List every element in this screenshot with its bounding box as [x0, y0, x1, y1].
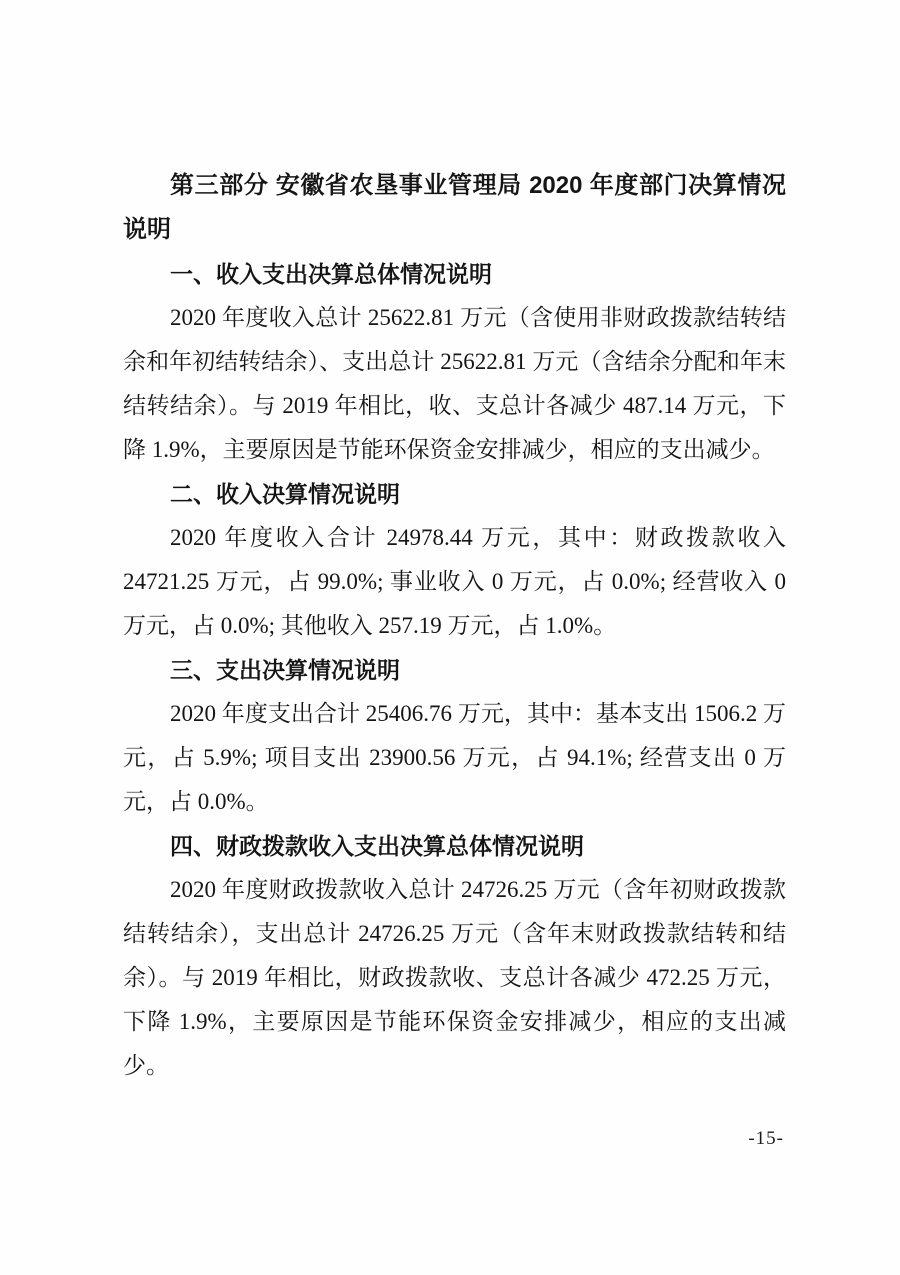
document-title: 第三部分 安徽省农垦事业管理局 2020 年度部门决算情况说明: [123, 172, 786, 243]
section-heading-income-expenditure-overview: 一、收入支出决算总体情况说明: [170, 261, 492, 287]
document-body: [123, 164, 786, 1088]
section-heading-expenditure-details: 三、支出决算情况说明: [170, 657, 400, 683]
page-number: -15-: [748, 1128, 784, 1149]
section-heading-fiscal-appropriation-overview: 四、财政拨款收入支出决算总体情况说明: [170, 833, 584, 859]
paragraph-expenditure-details: 2020 年度支出合计 25406.76 万元，其中：基本支出 1506.2 万元，占 5.9%; 项目支出 23900.56 万元，占 94.1%; 经营支出 0 万元，占 0.0%。: [123, 701, 786, 814]
paragraph-income-expenditure-overview: 2020 年度收入总计 25622.81 万元（含使用非财政拨款结转结余和年初结转结余）、支出总计 25622.81 万元（含结余分配和年末结转结余）。与 2019 年相比，收、支总计各减少 487.14 万元，下降 1.9%，主要原因是节能环保资金安排减少，相应的支出减少。: [123, 305, 786, 462]
paragraph-income-details: 2020 年度收入合计 24978.44 万元，其中：财政拨款收入 24721.25 万元，占 99.0%; 事业收入 0 万元，占 0.0%; 经营收入 0 万元，占 0.0%; 其他收入 257.19 万元，占 1.0%。: [123, 525, 786, 638]
section-heading-income-details: 二、收入决算情况说明: [170, 481, 400, 507]
paragraph-fiscal-appropriation-overview: 2020 年度财政拨款收入总计 24726.25 万元（含年初财政拨款结转结余），支出总计 24726.25 万元（含年末财政拨款结转和结余）。与 2019 年相比，财政拨款收、支总计各减少 472.25 万元，下降 1.9%，主要原因是节能环保资金安排减少，相应的支出减少。: [123, 877, 786, 1078]
